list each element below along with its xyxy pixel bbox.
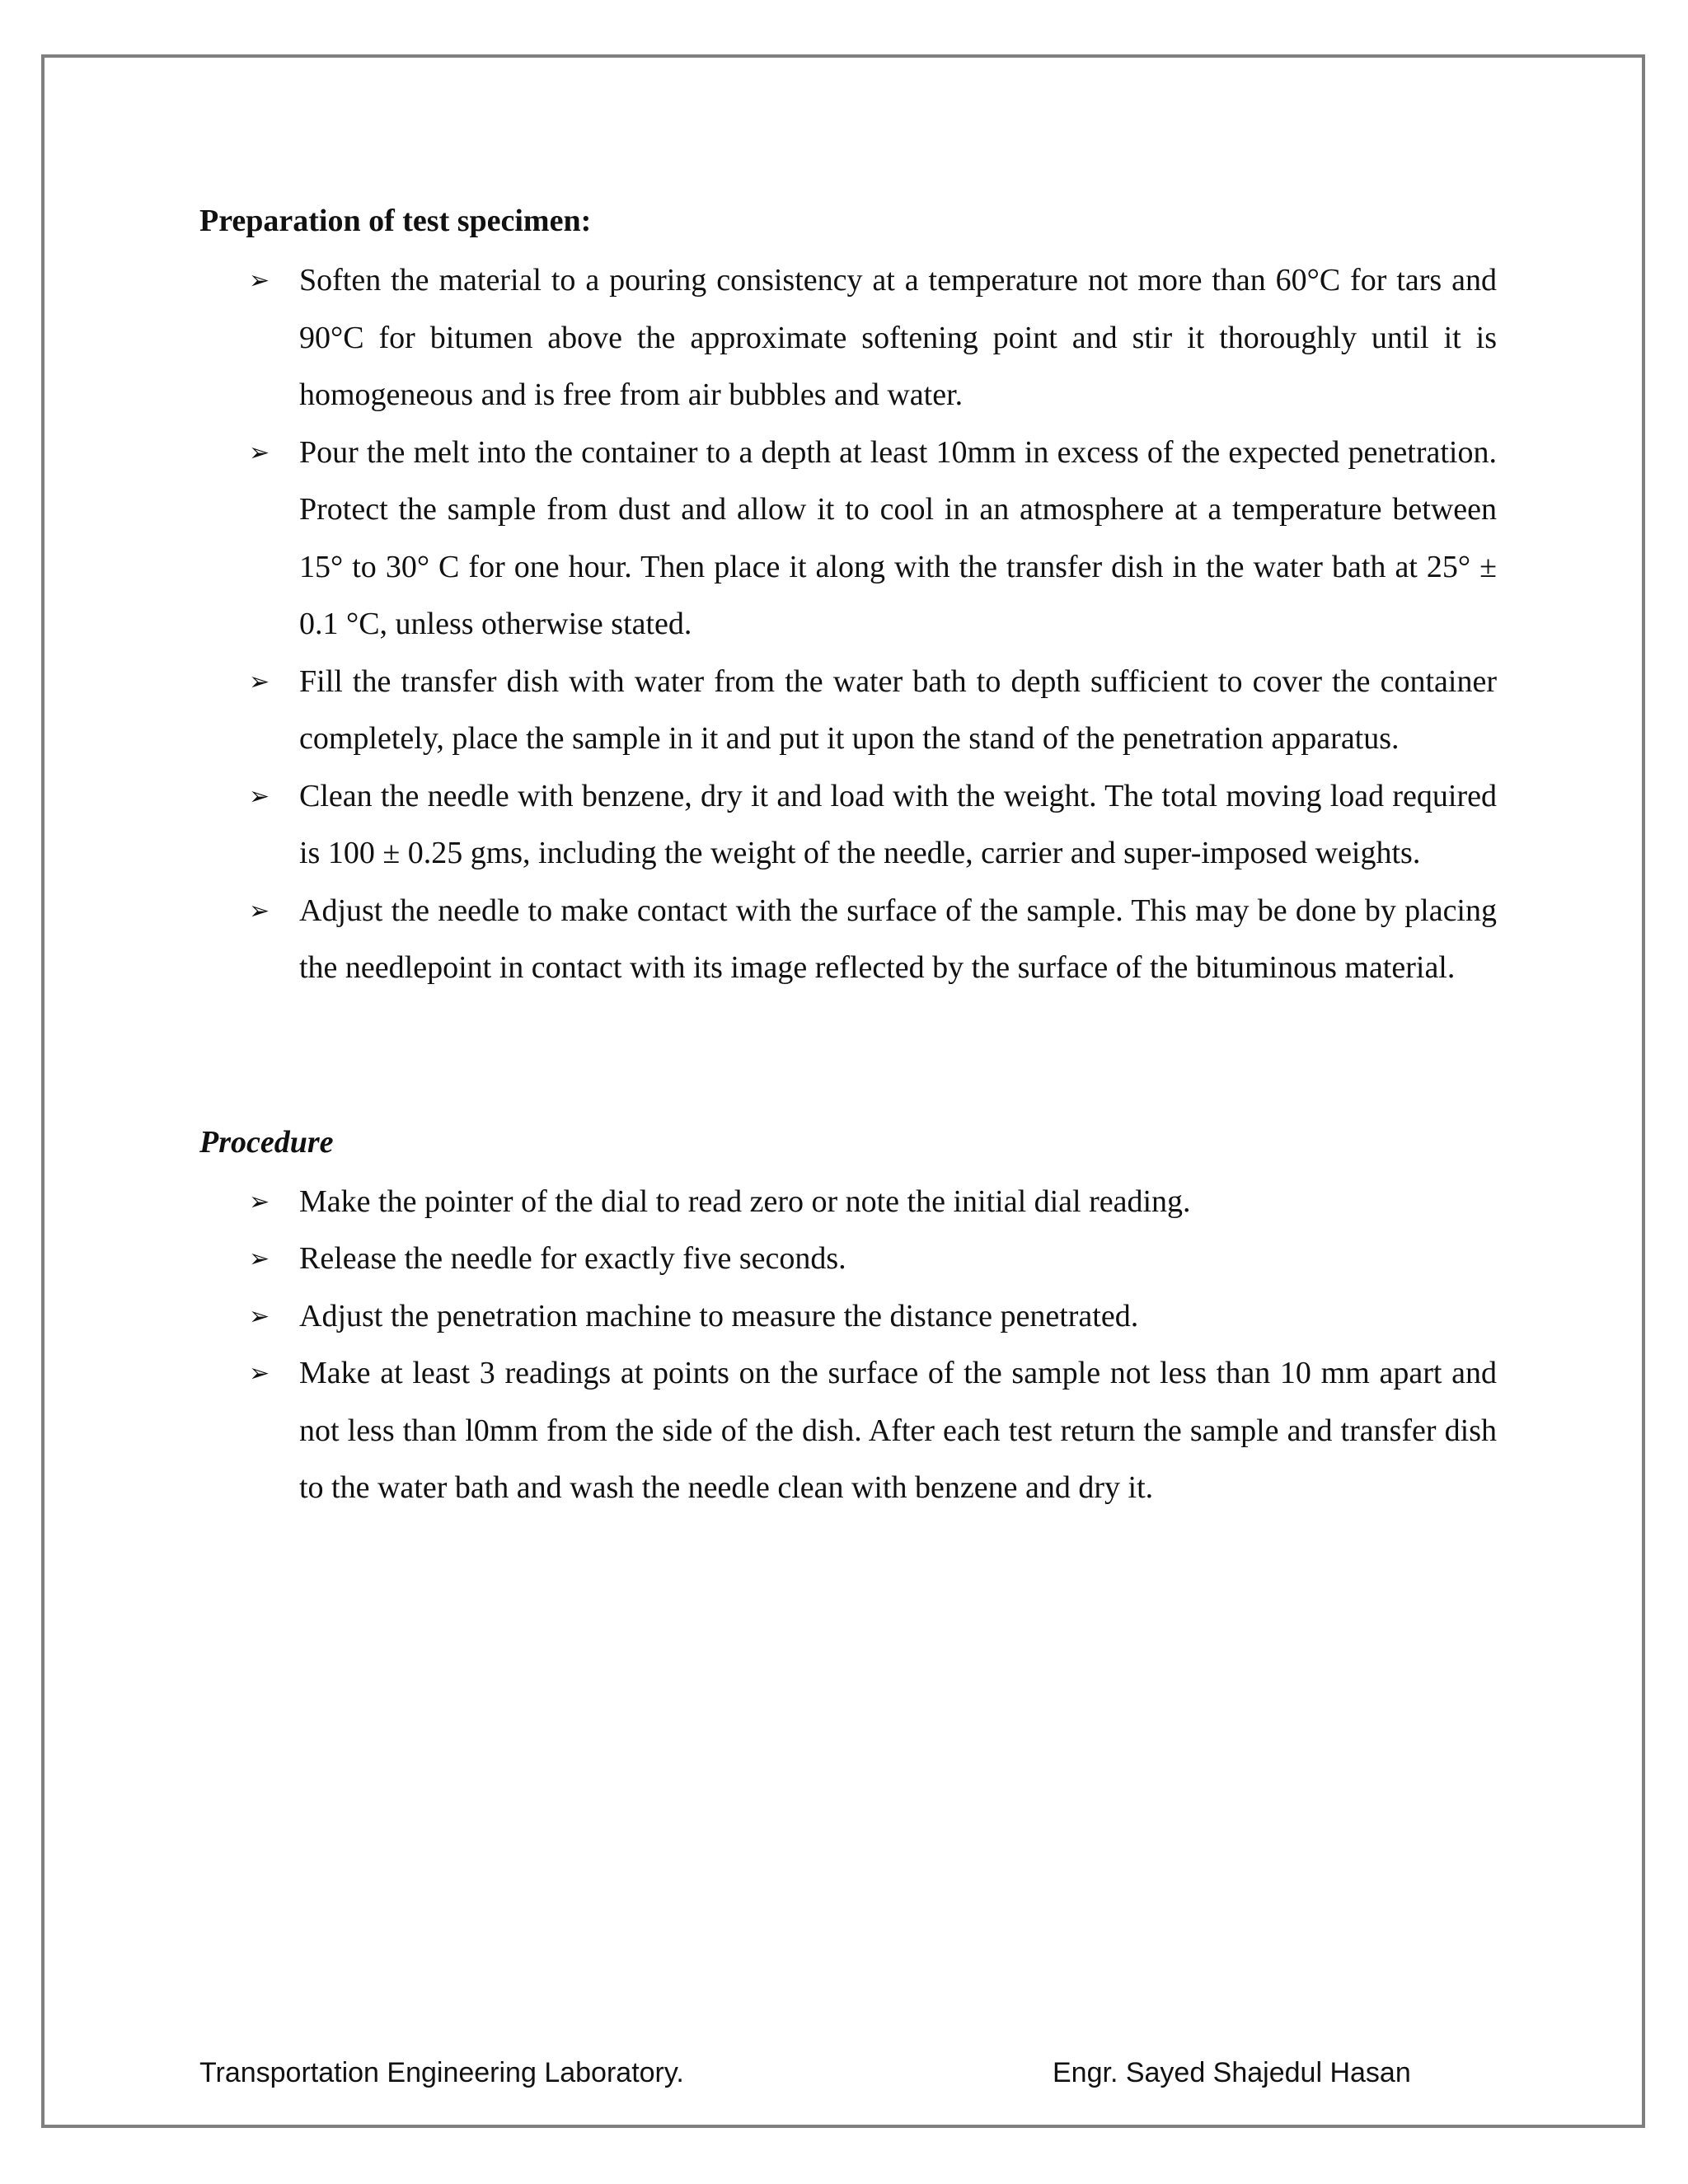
list-item-text: Release the needle for exactly five seconds. bbox=[299, 1241, 846, 1276]
list-item bbox=[199, 252, 1497, 424]
list-item-text: Clean the needle with benzene, dry it and load with the weight. The total moving load required is 100 ± 0.25 gms, including the weight of the needle, carrier and super-imposed weights. bbox=[299, 778, 1497, 870]
list-item bbox=[199, 654, 1497, 768]
arrow-bullet-icon: ➢ bbox=[249, 781, 270, 811]
list-item-text: Adjust the penetration machine to measure the distance penetrated. bbox=[299, 1298, 1139, 1333]
list-item bbox=[199, 883, 1497, 997]
document-body bbox=[199, 196, 1497, 1517]
arrow-bullet-icon: ➢ bbox=[249, 1187, 270, 1216]
list-item bbox=[199, 424, 1497, 654]
procedure-heading: Procedure bbox=[199, 1124, 334, 1160]
arrow-bullet-icon: ➢ bbox=[249, 1244, 270, 1273]
procedure-list bbox=[199, 1174, 1497, 1517]
section-spacer bbox=[199, 997, 1497, 1118]
list-item-text: Make at least 3 readings at points on the surface of the sample not less than 10 mm apart and not less than l0mm from the side of the dish. After each test return the sample and transfer dish to the water bath and wash the needle clean with benzene and dry it. bbox=[299, 1356, 1497, 1505]
list-item-text: Pour the melt into the container to a depth at least 10mm in excess of the expected penetration. Protect the sample from dust and allow it to cool in an atmosphere at a temperature between 15° to 30° C for one hour. Then place it along with the transfer dish in the water bath at 25° ± 0.1 °C, unless otherwise stated. bbox=[299, 434, 1497, 641]
list-item bbox=[199, 1174, 1497, 1231]
list-item bbox=[199, 768, 1497, 883]
list-item bbox=[199, 1230, 1497, 1288]
arrow-bullet-icon: ➢ bbox=[249, 896, 270, 926]
arrow-bullet-icon: ➢ bbox=[249, 1359, 270, 1388]
footer-lab-name: Transportation Engineering Laboratory. bbox=[199, 2057, 684, 2088]
list-item-text: Make the pointer of the dial to read zero or note the initial dial reading. bbox=[299, 1183, 1191, 1219]
list-item-text: Fill the transfer dish with water from the water bath to depth sufficient to cover the container completely, place the sample in it and put it upon the stand of the penetration apparatus. bbox=[299, 663, 1497, 756]
arrow-bullet-icon: ➢ bbox=[249, 438, 270, 467]
arrow-bullet-icon: ➢ bbox=[249, 266, 270, 295]
list-item bbox=[199, 1288, 1497, 1346]
footer-author: Engr. Sayed Shajedul Hasan bbox=[1053, 2057, 1411, 2088]
preparation-heading: Preparation of test specimen: bbox=[199, 204, 592, 238]
arrow-bullet-icon: ➢ bbox=[249, 667, 270, 696]
preparation-list bbox=[199, 252, 1497, 997]
arrow-bullet-icon: ➢ bbox=[249, 1301, 270, 1331]
list-item-text: Adjust the needle to make contact with the surface of the sample. This may be done by placing the needlepoint in contact with its image reflected by the surface of the bituminous material. bbox=[299, 893, 1497, 985]
list-item bbox=[199, 1345, 1497, 1517]
list-item-text: Soften the material to a pouring consistency at a temperature not more than 60°C for tars and 90°C for bitumen above the approximate softening point and stir it thoroughly until it is homogeneous and is free from air bubbles and water. bbox=[299, 263, 1497, 412]
